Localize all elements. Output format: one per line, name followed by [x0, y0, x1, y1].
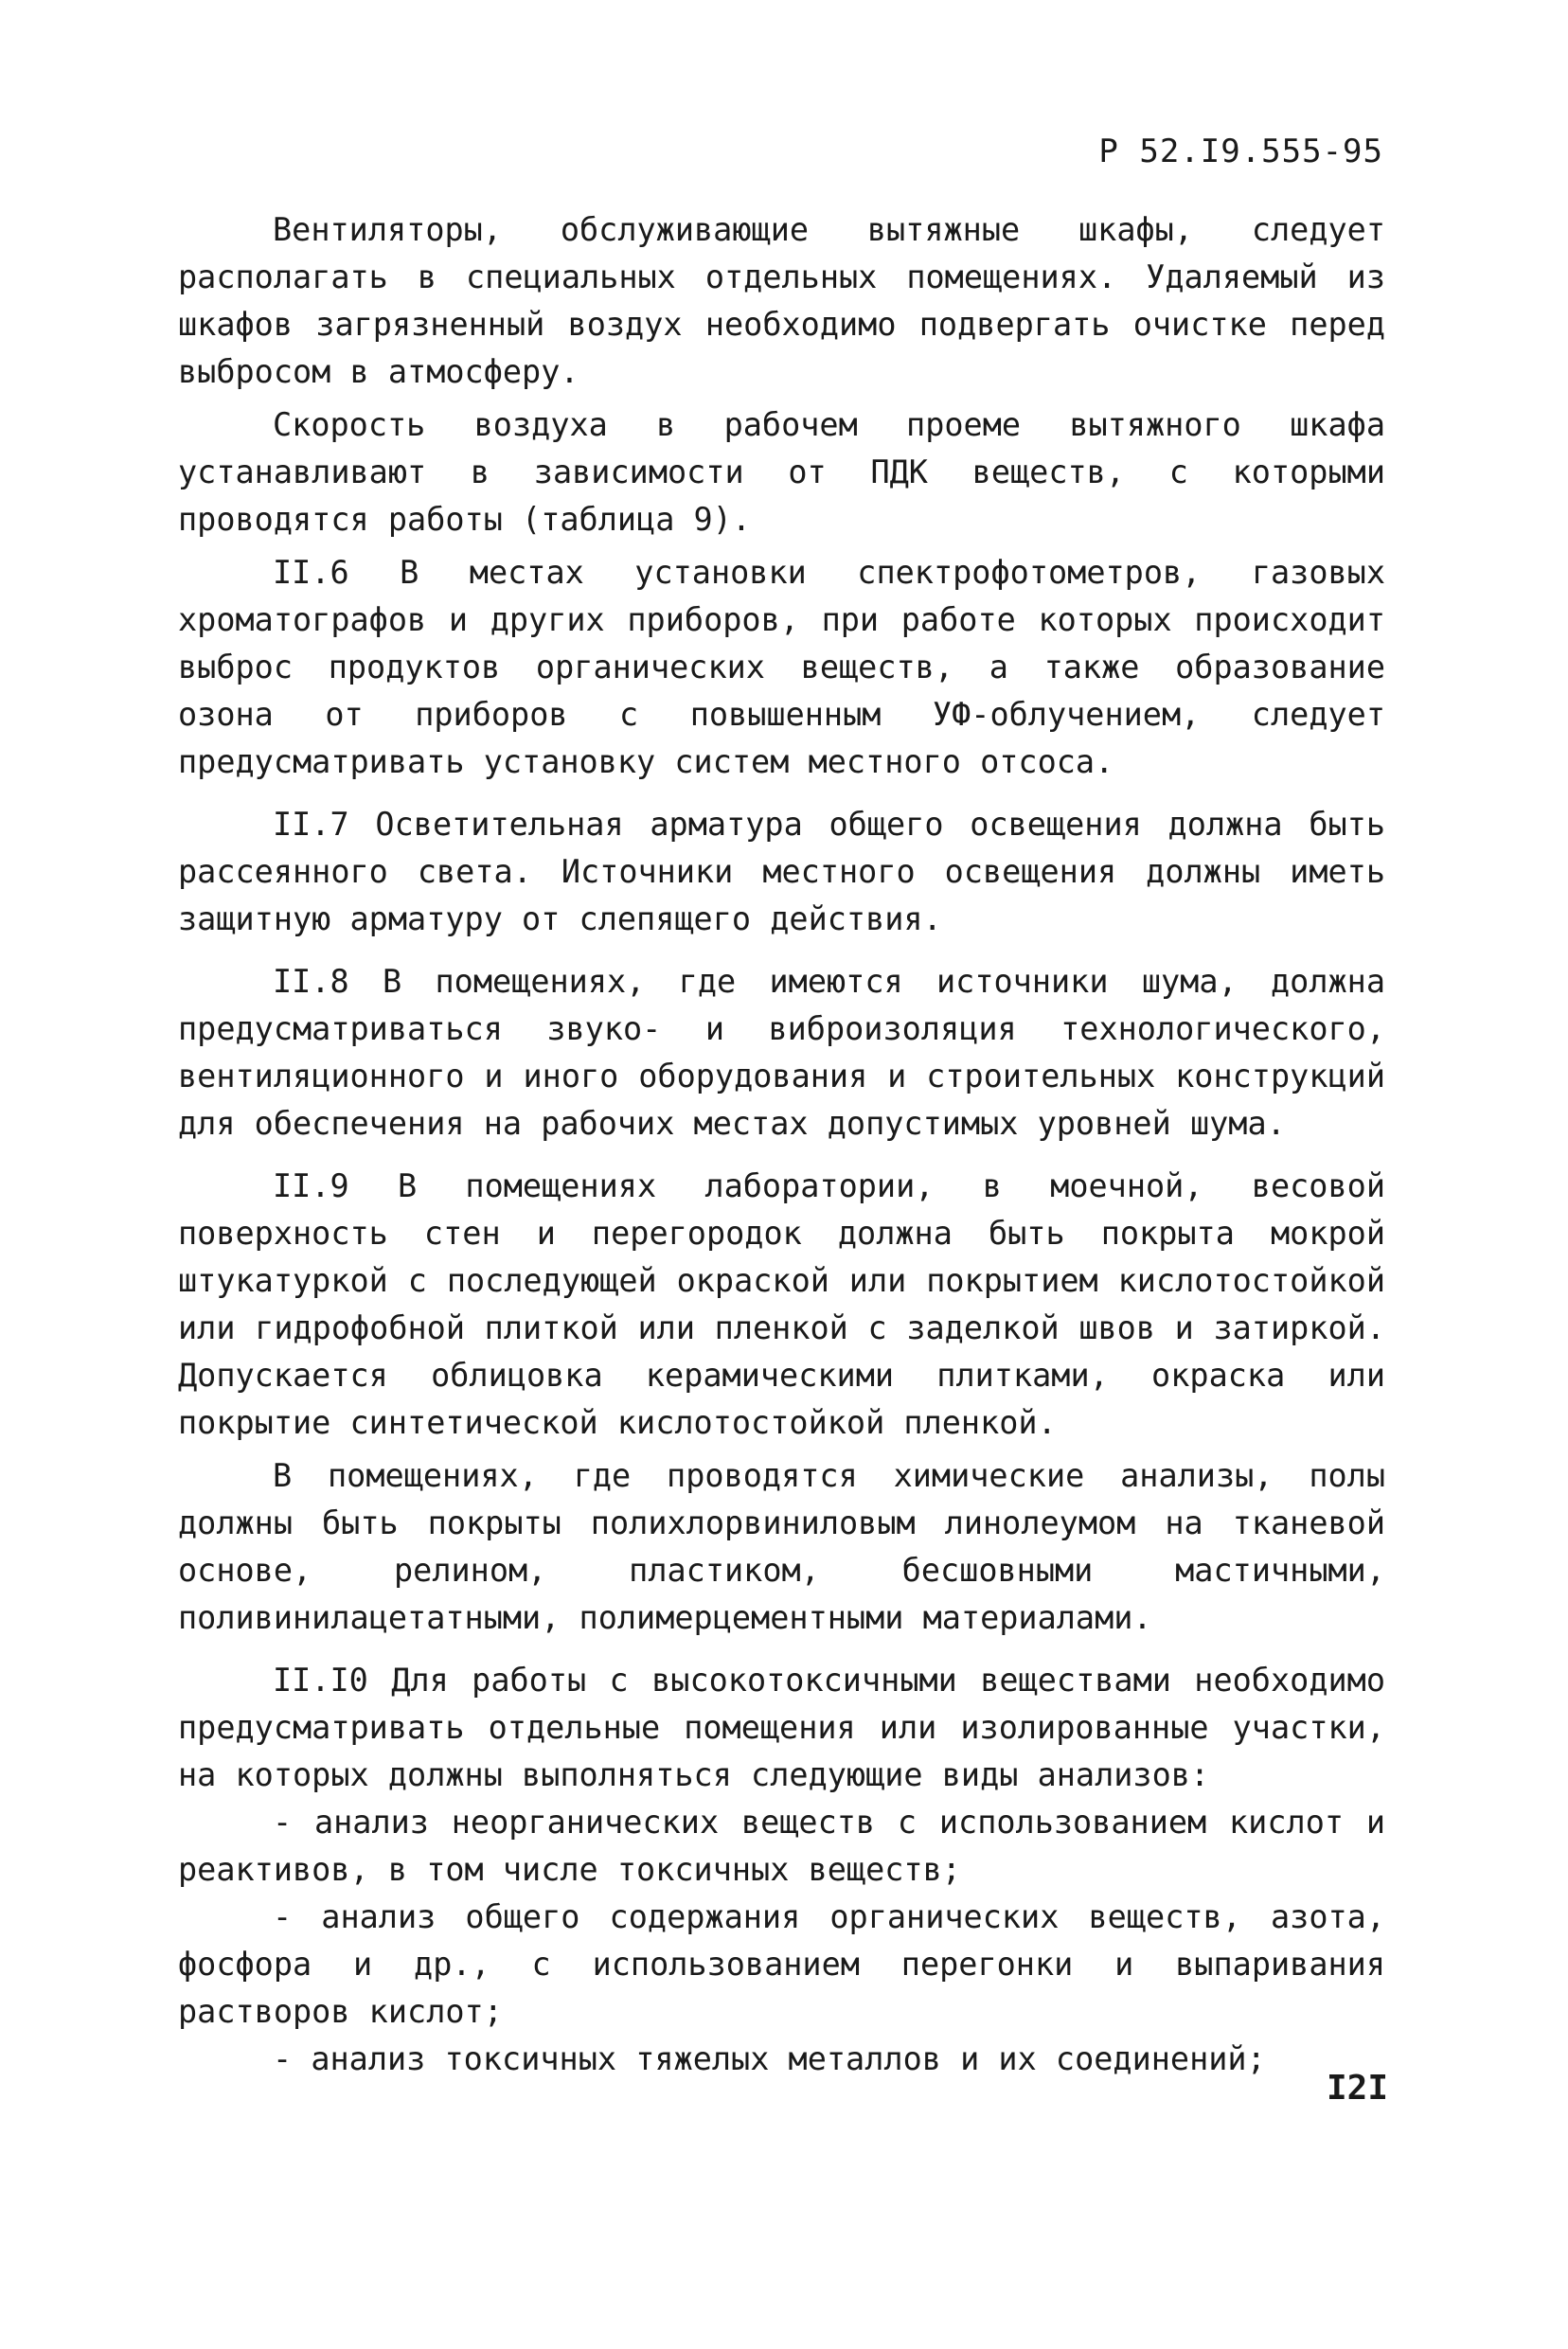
- page-number: I2I: [1326, 2069, 1388, 2108]
- paragraph-floors: В помещениях, где проводятся химические анализы, полы должны быть покрыты полихлорвиниловым линолеумом на тканевой основе, релином, пластиком, бесшовными мастичными, поливинилацетатными, полимерцементными материалами.: [178, 1457, 1385, 1636]
- paragraph-11-6: II.6 В местах установки спектрофотометров, газовых хроматографов и других приборов, при работе которых происходит выброс продуктов органических веществ, а также образование озона от приборов с повышенным УФ-облучением, следует предусматривать установку систем местного отсоса.: [178, 554, 1385, 780]
- paragraph-air-speed: Скорость воздуха в рабочем проеме вытяжного шкафа устанавливают в зависимости от ПДК веществ, с которыми проводятся работы (таблица 9).: [178, 406, 1385, 538]
- paragraph-fans: Вентиляторы, обслуживающие вытяжные шкафы, следует располагать в специальных отдельных помещениях. Удаляемый из шкафов загрязненный воздух необходимо подвергать очистке перед выбросом в атмосферу.: [178, 211, 1385, 390]
- body-text: [178, 206, 1385, 2083]
- list-item-organic: - анализ общего содержания органических веществ, азота, фосфора и др., с использованием перегонки и выпаривания растворов кислот;: [178, 1898, 1385, 2030]
- paragraph-11-8: II.8 В помещениях, где имеются источники шума, должна предусматриваться звуко- и виброизоляция технологического, вентиляционного и иного оборудования и строительных конструкций для обеспечения на рабочих местах допустимых уровней шума.: [178, 963, 1385, 1142]
- document-code: Р 52.I9.555-95: [1098, 133, 1383, 170]
- paragraph-11-10: II.I0 Для работы с высокотоксичными веществами необходимо предусматривать отдельные помещения или изолированные участки, на которых должны выполняться следующие виды анализов:: [178, 1662, 1385, 1793]
- list-item-inorganic: - анализ неорганических веществ с использованием кислот и реактивов, в том числе токсичных веществ;: [178, 1804, 1385, 1888]
- paragraph-11-7: II.7 Осветительная арматура общего освещения должна быть рассеянного света. Источники местного освещения должны иметь защитную арматуру от слепящего действия.: [178, 806, 1385, 937]
- paragraph-11-9: II.9 В помещениях лаборатории, в моечной, весовой поверхность стен и перегородок должна быть покрыта мокрой штукатуркой с последующей окраской или покрытием кислотостойкой или гидрофобной плиткой или пленкой с заделкой швов и затиркой. Допускается облицовка керамическими плитками, окраска или покрытие синтетической кислотостойкой пленкой.: [178, 1167, 1385, 1441]
- list-item-metals: - анализ токсичных тяжелых металлов и их соединений;: [273, 2040, 1266, 2077]
